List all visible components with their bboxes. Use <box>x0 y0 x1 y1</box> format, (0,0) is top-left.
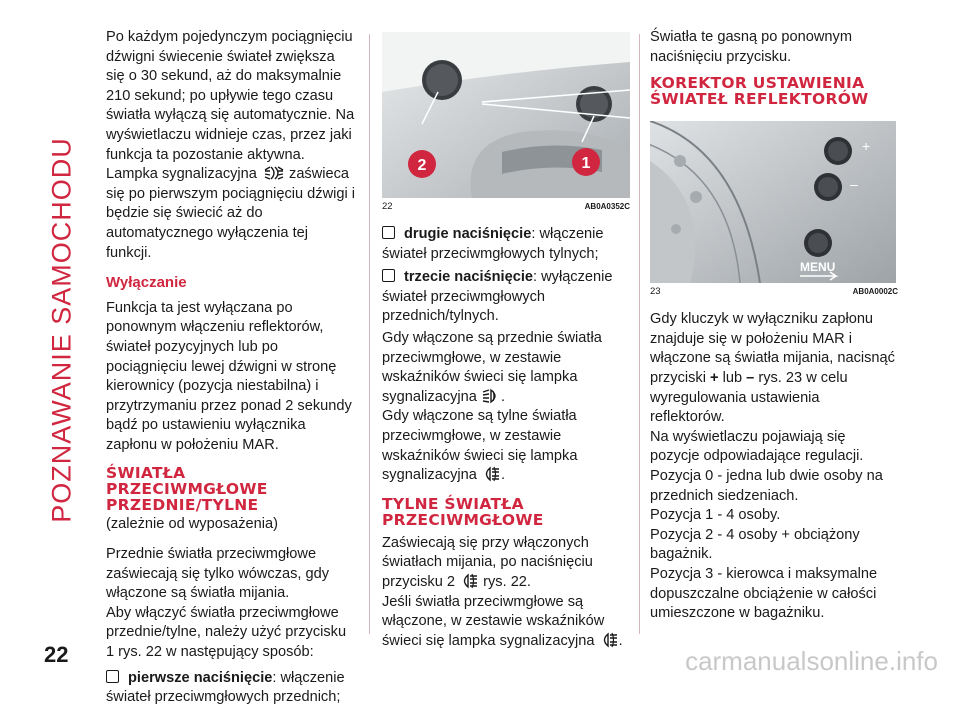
paragraph: Światła te gasną po ponownym naciśnięciu przycisku. <box>650 29 853 65</box>
bullet-box-icon <box>106 670 119 683</box>
watermark: carmanualsonline.info <box>685 646 938 676</box>
headlight-adjust-buttons-illustration <box>650 121 896 283</box>
paragraph: Gdy kluczyk w wyłączniku zapłonu znajduje się w położeniu MAR i włączone są światła mijania, nacisnąć przyciski + lub – rys. 23 w celu wyregulowania ustawienia reflektorów. <box>650 311 895 426</box>
paragraph: Funkcja ta jest wyłączana po ponownym włączeniu reflektorów, świateł pozycyjnych lub po pociągnięciu lewej dźwigni w stronę kierownicy (pozycja niestabilna) i przytrzymaniu przez ponad 2 sekundy bądź po ustawieniu wyłącznika zapłonu w położeniu MAR. <box>106 299 352 453</box>
paragraph: Pozycja 0 - jedna lub dwie osoby na przednich siedzeniach. <box>650 467 883 504</box>
figure-caption <box>650 286 898 298</box>
paragraph: Aby włączyć światła przeciwmgłowe przednie/tylne, należy użyć przycisku 1 rys. 22 w następujący sposób: <box>106 604 347 661</box>
column-2 <box>382 32 630 657</box>
bullet-box-icon <box>382 269 395 282</box>
paragraph: Pozycja 2 - 4 osoby + obciążony bagażnik. <box>650 526 860 563</box>
list-item: trzecie naciśnięcie: wyłączenie świateł przeciwmgłowych przednich/tylnych. <box>382 269 613 325</box>
figure-code: AB0A0002C <box>852 287 898 297</box>
rear-fog-indicator-icon <box>599 632 619 648</box>
paragraph: Pozycja 3 - kierowca i maksymalne dopuszczalne obciążenie w całości umieszczone w bagażniku. <box>650 565 878 622</box>
paragraph: Na wyświetlaczu pojawiają się pozycje odpowiadające regulacji. <box>650 428 864 465</box>
callout-1: 1 <box>581 155 591 172</box>
section-heading-rear-fog: TYLNE ŚWIATŁA PRZECIWMGŁOWE <box>382 494 544 529</box>
column-divider <box>369 34 370 634</box>
figure-code: AB0A0352C <box>584 202 630 212</box>
paragraph: Jeśli światła przeciwmgłowe są włączone, w zestawie wskaźników świeci się lampka sygnalizacyjna . <box>382 593 623 649</box>
heading-note: (zależnie od wyposażenia) <box>106 516 278 533</box>
paragraph: Pozycja 1 - 4 osoby. <box>650 507 781 524</box>
section-heading-fog-lights: ŚWIATŁA PRZECIWMGŁOWE PRZEDNIE/TYLNE <box>106 464 268 515</box>
minus-symbol: – <box>746 369 755 386</box>
column-divider <box>639 34 640 634</box>
rear-fog-indicator-icon <box>481 466 501 482</box>
rear-fog-indicator-icon <box>459 573 479 589</box>
callout-2: 2 <box>417 157 427 174</box>
plus-button-label: + <box>862 138 871 155</box>
section-side-tab: POZNAWANIE SAMOCHODU <box>46 137 77 523</box>
menu-button-label: MENU <box>800 260 836 275</box>
section-heading-headlight-adjust: KOREKTOR USTAWIENIA ŚWIATEŁ REFLEKTORÓW <box>650 74 869 109</box>
figure-23 <box>650 121 896 283</box>
subheading-wylaczanie: Wyłączanie <box>106 274 187 292</box>
minus-button-label: – <box>850 176 858 193</box>
paragraph: Gdy włączone są przednie światła przeciwmgłowe, w zestawie wskaźników świeci się lampka sygnalizacyjna . <box>382 329 602 405</box>
dashboard-fog-buttons-illustration <box>382 32 630 198</box>
list-item: pierwsze naciśnięcie: włączenie świateł przeciwmgłowych przednich; <box>106 669 345 706</box>
paragraph: Przednie światła przeciwmgłowe zaświecają się tylko wówczas, gdy włączone są światła mijania. <box>106 546 330 602</box>
list-item: drugie naciśnięcie: włączenie świateł przeciwmgłowych tylnych; <box>382 226 604 262</box>
paragraph: Gdy włączone są tylne światła przeciwmgłowe, w zestawie wskaźników świeci się lampka sygnalizacyjna . <box>382 408 578 484</box>
plus-symbol: + <box>710 369 719 386</box>
column-3 <box>650 28 898 630</box>
figure-number: 22 <box>382 201 393 213</box>
paragraph: Po każdym pojedynczym pociągnięciu dźwigni świecenie świateł zwiększa się o 30 sekund, aż do maksymalnie 210 sekund; po upływie tego czasu światła wyłączą się automatycznie. Na wyświetlaczu widnieje czas, przez jaki funkcja ta pozostanie aktywna. Lampka sygnalizacyjna zaświeca się po pierwszym pociągnięciu dźwigi i będzie się świecić aż do automatycznego wyłączenia tej funkcji. <box>106 29 356 261</box>
front-fog-indicator-icon <box>481 388 501 404</box>
column-1 <box>106 28 356 710</box>
figure-caption <box>382 201 630 213</box>
page-number: 22 <box>44 642 69 667</box>
figure-22 <box>382 32 630 198</box>
paragraph: Zaświecają się przy włączonych światłach mijania, po naciśnięciu przycisku 2 rys. 22. <box>382 534 593 590</box>
bullet-box-icon <box>382 226 395 239</box>
fog-light-indicator-icon <box>261 165 285 181</box>
figure-number: 23 <box>650 286 661 298</box>
